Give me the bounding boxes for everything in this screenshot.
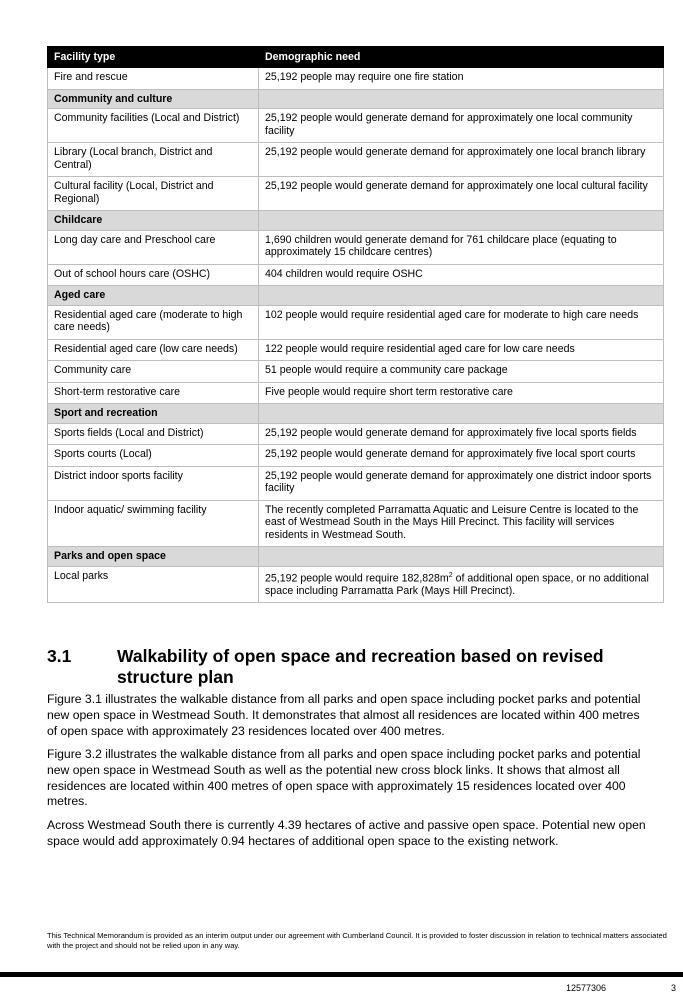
section-label: Parks and open space — [48, 547, 259, 567]
need-cell: 25,192 people would generate demand for approximately one district indoor sports facility — [259, 466, 664, 500]
section-title: Walkability of open space and recreation based on revised structure plan — [117, 646, 604, 687]
section-label: Sport and recreation — [48, 404, 259, 424]
table-row — [48, 382, 664, 404]
section-row — [48, 89, 664, 109]
facility-cell: Residential aged care (moderate to high care needs) — [48, 305, 259, 339]
page-number: 3 — [671, 983, 677, 993]
need-cell: 25,192 people would generate demand for approximately one local branch library — [259, 143, 664, 177]
facility-demand-table — [47, 46, 664, 603]
section-row — [48, 286, 664, 306]
need-cell: The recently completed Parramatta Aquatic and Leisure Centre is located to the east of Westmead South in the Mays Hill Precinct. This facility will services residents in Westmead South. — [259, 500, 664, 547]
facility-cell: Short-term restorative care — [48, 382, 259, 404]
need-cell: 122 people would require residential aged care for low care needs — [259, 339, 664, 361]
facility-cell: District indoor sports facility — [48, 466, 259, 500]
facility-cell: Community care — [48, 361, 259, 383]
need-cell — [259, 211, 664, 231]
need-cell — [259, 566, 664, 603]
facility-cell: Sports courts (Local) — [48, 445, 259, 467]
need-cell: 25,192 people would generate demand for approximately five local sports fields — [259, 423, 664, 445]
facility-cell: Sports fields (Local and District) — [48, 423, 259, 445]
footer-divider — [0, 972, 683, 977]
table-row — [48, 230, 664, 264]
need-cell: 1,690 children would generate demand for 761 childcare place (equating to approximately 15 childcare centres) — [259, 230, 664, 264]
facility-cell: Long day care and Preschool care — [48, 230, 259, 264]
need-cell: 51 people would require a community care package — [259, 361, 664, 383]
section-label: Community and culture — [48, 89, 259, 109]
facility-cell: Community facilities (Local and District) — [48, 109, 259, 143]
superscript: 2 — [448, 571, 453, 579]
disclaimer-note: This Technical Memorandum is provided as an interim output under our agreement with Cumberland Council. It is provided to foster discussion in relation to technical matters associated with the project and should not be relied upon in any way. — [47, 931, 667, 950]
section-row — [48, 547, 664, 567]
need-text-pre: 25,192 people would require 182,828m — [265, 572, 449, 585]
table-row — [48, 339, 664, 361]
table-row — [48, 264, 664, 286]
table-row — [48, 566, 664, 603]
need-cell — [259, 286, 664, 306]
facility-cell: Cultural facility (Local, District and Regional) — [48, 177, 259, 211]
facility-cell: Out of school hours care (OSHC) — [48, 264, 259, 286]
need-text-post: of additional open space, or no additional space including Parramatta Park (Mays Hill Precinct). — [265, 572, 649, 597]
need-cell: 102 people would require residential aged care for moderate to high care needs — [259, 305, 664, 339]
facility-cell: Fire and rescue — [48, 68, 259, 90]
need-cell: 25,192 people would generate demand for approximately one local community facility — [259, 109, 664, 143]
need-cell — [259, 547, 664, 567]
paragraph-figure-3-2: Figure 3.2 illustrates the walkable distance from all parks and open space including pocket parks and potential new open space in Westmead South as well as the potential new cross block links. It shows that almost all residences are located within 400 metres of open space with approximately 15 residences located over 400 metres. — [47, 747, 641, 809]
need-cell: 404 children would require OSHC — [259, 264, 664, 286]
facility-cell: Indoor aquatic/ swimming facility — [48, 500, 259, 547]
header-facility-type: Facility type — [48, 47, 259, 68]
section-row — [48, 211, 664, 231]
table-row — [48, 177, 664, 211]
paragraph-figure-3-1: Figure 3.1 illustrates the walkable distance from all parks and open space including pocket parks and potential new open space in Westmead South. It demonstrates that almost all residences are located within 400 metres of open space with approximately 23 residences located over 400 metres. — [47, 692, 641, 738]
table-row — [48, 500, 664, 547]
need-cell — [259, 89, 664, 109]
table-row — [48, 143, 664, 177]
need-cell: 25,192 people would generate demand for approximately one local cultural facility — [259, 177, 664, 211]
table-row — [48, 109, 664, 143]
paragraph-open-space-summary: Across Westmead South there is currently 4.39 hectares of active and passive open space. Potential new open space would add approximately 0.94 hectares of additional open space to the existing network. — [47, 818, 646, 848]
need-cell: 25,192 people may require one fire station — [259, 68, 664, 90]
facility-cell: Residential aged care (low care needs) — [48, 339, 259, 361]
table-row — [48, 305, 664, 339]
need-cell: 25,192 people would generate demand for approximately five local sport courts — [259, 445, 664, 467]
need-cell: Five people would require short term restorative care — [259, 382, 664, 404]
table-row — [48, 423, 664, 445]
section-number: 3.1 — [47, 646, 72, 666]
section-row — [48, 404, 664, 424]
section-label: Aged care — [48, 286, 259, 306]
facility-cell: Local parks — [48, 566, 259, 603]
table-body — [48, 68, 664, 603]
section-label: Childcare — [48, 211, 259, 231]
facility-cell: Library (Local branch, District and Central) — [48, 143, 259, 177]
table-header-row — [48, 47, 664, 68]
table-row — [48, 361, 664, 383]
header-demographic-need: Demographic need — [259, 47, 664, 68]
table-row — [48, 68, 664, 90]
table-row — [48, 445, 664, 467]
need-cell — [259, 404, 664, 424]
document-id: 12577306 — [566, 983, 607, 993]
table-row — [48, 466, 664, 500]
